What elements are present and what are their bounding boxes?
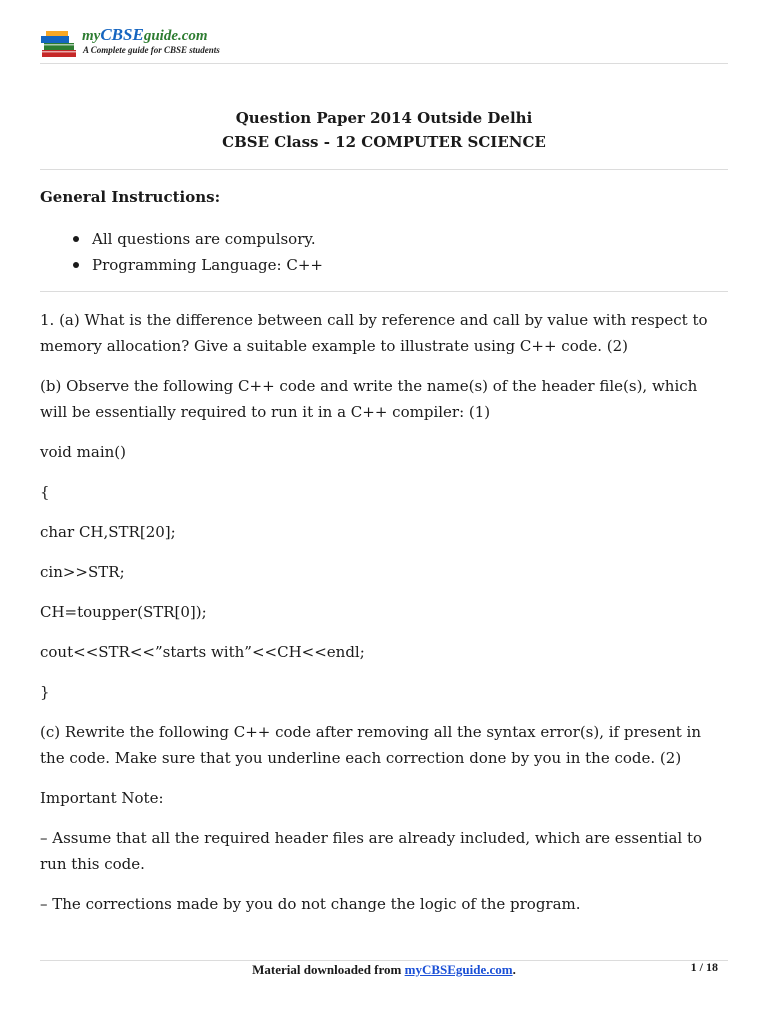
code-line: char CH,STR[20]; <box>40 523 176 541</box>
instructions-heading: General Instructions: <box>40 188 221 206</box>
instructions-list <box>40 226 728 278</box>
code-line: cout<<STR<<”starts with”<<CH<<endl; <box>40 643 365 661</box>
question-1a: 1. (a) What is the difference between call by reference and call by value with respect to memory allocation? Give a suitable example to illustrate using C++ code. (2) <box>40 311 708 355</box>
question-1c: (c) Rewrite the following C++ code after removing all the syntax error(s), if present in the code. Make sure that you underline each correction done by you in the code. (2) <box>40 723 702 767</box>
footer-text: Material downloaded from myCBSEguide.com. <box>252 962 516 977</box>
code-line: void main() <box>40 443 127 461</box>
code-line: { <box>40 483 50 501</box>
logo-tagline: A Complete guide for CBSE students <box>83 45 220 55</box>
note-item: – The corrections made by you do not change the logic of the program. <box>40 895 581 913</box>
title-divider <box>40 169 728 170</box>
page-header <box>40 24 728 64</box>
page-number: 1 / 18 <box>690 960 718 974</box>
code-line: } <box>40 683 50 701</box>
footer-link[interactable]: myCBSEguide.com <box>404 962 513 977</box>
footer-divider <box>40 960 728 961</box>
code-line: cin>>STR; <box>40 563 125 581</box>
paper-subtitle: CBSE Class - 12 COMPUTER SCIENCE <box>222 133 546 151</box>
question-content <box>40 307 728 931</box>
header-divider <box>40 63 728 64</box>
instruction-item: All questions are compulsory. <box>40 226 728 252</box>
paper-title: Question Paper 2014 Outside Delhi <box>235 109 533 127</box>
question-1b: (b) Observe the following C++ code and write the name(s) of the header file(s), which will be essentially required to run it in a C++ compiler: (1) <box>40 377 698 421</box>
code-line: CH=toupper(STR[0]); <box>40 603 207 621</box>
note-item: – Assume that all the required header files are already included, which are essential to run this code. <box>40 829 703 873</box>
mycbseguide-logo[interactable] <box>40 26 280 60</box>
books-logo-icon <box>40 30 80 60</box>
instructions-divider <box>40 291 728 292</box>
instruction-item: Programming Language: C++ <box>40 252 728 278</box>
logo-name: myCBSEguide.com <box>82 25 208 44</box>
note-heading: Important Note: <box>40 789 164 807</box>
